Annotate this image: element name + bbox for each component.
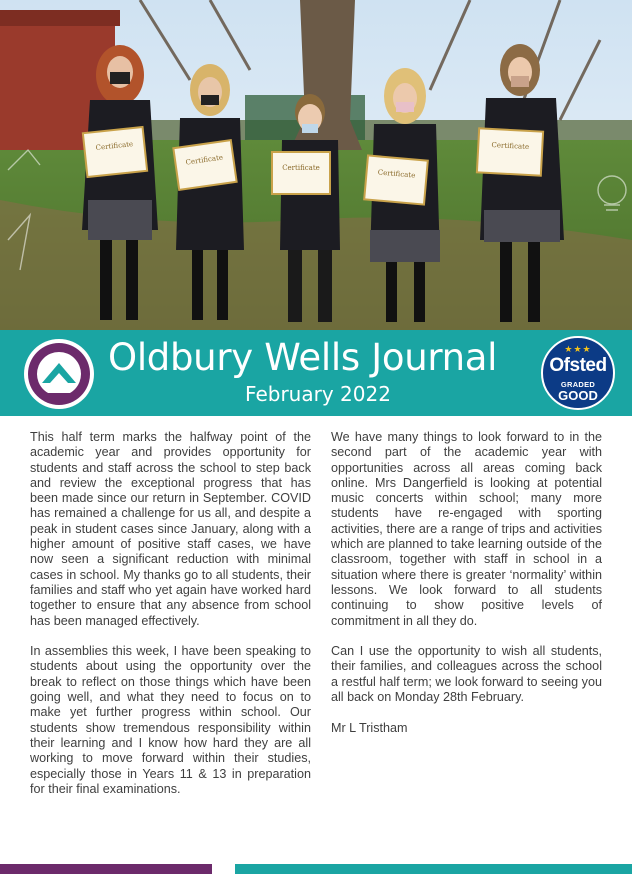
school-crest-logo — [22, 337, 96, 411]
journal-title: Oldbury Wells Journal — [108, 336, 498, 379]
certificate-label-5: Certificate — [491, 141, 530, 151]
certificate-label-1: Certificate — [95, 140, 134, 152]
article-right-column — [331, 430, 602, 751]
masthead — [0, 330, 632, 416]
article-paragraph: In assemblies this week, I have been speaking to students about using the opportunity over the break to reflect on those things which have been going well, and what they need to focus on to make yet further progress within school. Our students show tremendous responsibility within their learning and I know how hard they are all working to move forward within their studies, especially those in Years 11 & 13 in preparation for their final examinations. — [30, 644, 311, 796]
ofsted-badge — [541, 336, 615, 410]
certificate-label-3: Certificate — [282, 164, 320, 172]
certificate-label-4: Certificate — [377, 168, 416, 180]
article-paragraph: We have many things to look forward to in the second part of the academic year with opportunities across all areas coming back online. Mrs Dangerfield is looking at potential music concerts within school; many more students have re-engaged with sporting activities, there are a range of trips and activities which are planned to take learning outside of the classroom, together with staff in school in a situation where there is greater ‘normality’ within lessons. We look forward to all students continuing to show positive levels of commitment in all they do. — [331, 430, 602, 628]
hero-photo — [0, 0, 632, 330]
ofsted-rating: GOOD — [558, 388, 598, 403]
ofsted-word: Ofsted — [549, 355, 607, 376]
stars-icon: ★★★ — [564, 344, 592, 354]
article-left-column — [30, 430, 311, 812]
article-paragraph: This half term marks the halfway point of the academic year and provides opportunity for students and staff across the school to step back and review the exceptional progress that has been made since our return in September. COVID has remained a challenge for us all, and despite a peak in student cases since January, along with a higher amount of positive staff cases, we have now seen a significant reduction with minimal cases in school. My thanks go to all students, their families and staff who yet again have worked hard together to ensure that any absence from school has been managed effectively. — [30, 430, 311, 628]
signature: Mr L Tristham — [331, 720, 408, 735]
journal-date: February 2022 — [245, 382, 391, 406]
article-paragraph: Can I use the opportunity to wish all students, their families, and colleagues across the school a restful half term; we look forward to seeing you all back on Monday 28th February. — [331, 644, 602, 705]
footer-bar-teal — [235, 864, 632, 874]
students-with-certificates-photo — [0, 0, 632, 330]
footer-bar-purple — [0, 864, 212, 874]
ofsted-graded: GRADED — [560, 380, 596, 389]
certificate-label-2: Certificate — [185, 153, 224, 167]
